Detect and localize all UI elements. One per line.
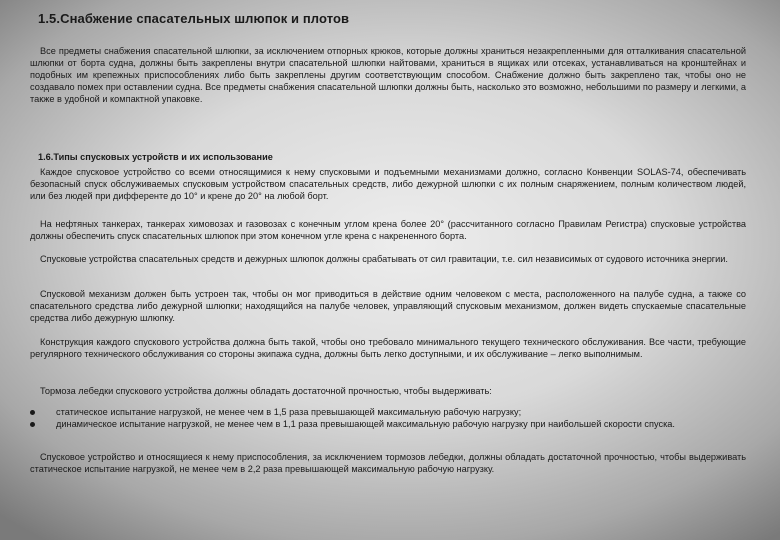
list-item: динамическое испытание нагрузкой, не менее чем в 1,1 раза превышающей максимальную рабочую нагрузку при наибольшей скорости спуска.: [30, 418, 746, 430]
list-item: статическое испытание нагрузкой, не менее чем в 1,5 раза превышающей максимальную рабочую нагрузку;: [30, 406, 746, 418]
section-title-launching-devices: 1.6.Типы спусковых устройств и их использование: [38, 152, 273, 162]
paragraph-equipment: Все предметы снабжения спасательной шлюпки, за исключением отпорных крюков, которые должны храниться незакрепленными для отталкивания спасательной шлюпки от борта судна, должны быть закреплены внутри спасательной шлюпки найтовами, храниться в ящиках или отсеках, устанавливаться на кронштейнах и подобных им крепежных приспособлениях либо быть закреплены другим соответствующим способом. Снабжение должно быть закреплено так, чтобы оно не создавало помех при оставлении судна. Все предметы снабжения спасательной шлюпки должны быть, насколько это возможно, небольшими по размеру и легкими, а также в удобной и компактной упаковке.: [30, 46, 746, 104]
paragraph-launching-3: Спусковые устройства спасательных средств и дежурных шлюпок должны срабатывать от сил гравитации, т.е. сил независимых от судового источника энергии.: [40, 254, 728, 264]
paragraph-final: Спусковое устройство и относящиеся к нему приспособления, за исключением тормозов лебедки, должны обладать достаточной прочностью, чтобы выдерживать статическое испытание нагрузкой, не менее чем в 2,2 раза превышающей максимальную рабочую нагрузку.: [30, 452, 746, 474]
section-title-lifeboat-equipment: 1.5.Снабжение спасательных шлюпок и плотов: [38, 11, 350, 26]
paragraph-launching-6: Тормоза лебедки спускового устройства должны обладать достаточной прочностью, чтобы выдерживать:: [40, 386, 492, 396]
bullet-icon: [30, 422, 35, 427]
paragraph-launching-1: Каждое спусковое устройство со всеми относящимися к нему спусковыми и подъемными механизмами должно, согласно Конвенции SOLAS-74, обеспечивать безопасный спуск обслуживаемых спусковым устройством спасательных средств, либо дежурной шлюпки с их полным снаряжением, полным количеством людей, или без людей при дифференте до 10° и крене до 20° на любой борт.: [30, 167, 746, 201]
paragraph-launching-2: На нефтяных танкерах, танкерах химовозах и газовозах с конечным углом крена более 20° (рассчитанного согласно Правилам Регистра) спусковые устройства должны обеспечить спуск спасательных шлюпок при этом конечном угле крена с накрененного борта.: [30, 219, 746, 241]
bullet-list: [30, 406, 746, 430]
paragraph-launching-5: Конструкция каждого спускового устройства должна быть такой, чтобы оно требовало минимального текущего технического обслуживания. Все части, требующие регулярного технического обслуживания со стороны экипажа судна, должны быть легко доступными, и их обслуживание – легко выполнимым.: [30, 337, 746, 359]
bullet-icon: [30, 410, 35, 415]
paragraph-launching-4: Спусковой механизм должен быть устроен так, чтобы он мог приводиться в действие одним человеком с места, расположенного на палубе судна, а также со спасательного средства либо дежурной шлюпки; находящийся на палубе человек, управляющий спусковым механизмом, должен видеть спускаемые спасательные средства либо дежурную шлюпку.: [30, 289, 746, 323]
